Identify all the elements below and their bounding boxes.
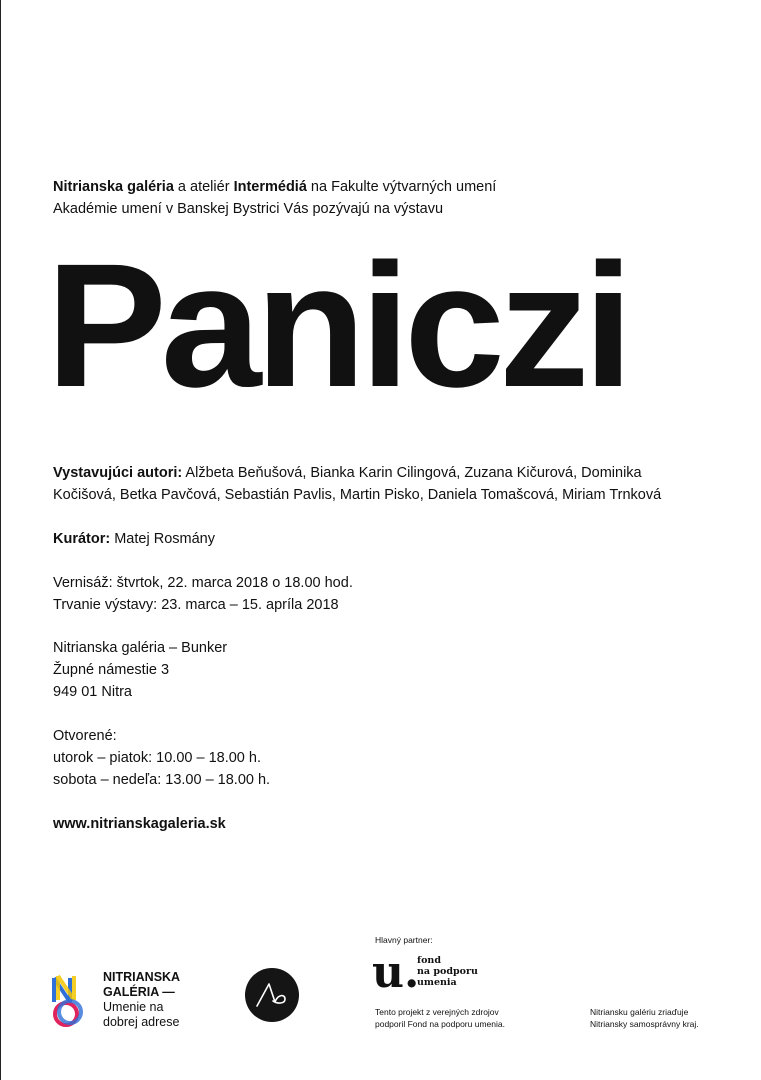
gallery-footer-name-1: NITRIANSKA [103,970,181,984]
hours-weekend: sobota – nedeľa: 13.00 – 18.00 h. [53,772,271,788]
gallery-footer-text [103,970,180,1030]
authors-list-2: Kočišová, Betka Pavčová, Sebastián Pavlis, Martin Pisko, Daniela Tomašcová, Miriam Trnková [53,487,662,503]
opening-hours [53,725,713,791]
street-address: Župné námestie 3 [53,662,170,678]
gallery-footer-tagline-1: Umenie na [103,1000,164,1014]
academy-logo-icon [245,968,299,1022]
curator-label: Kurátor: [53,531,111,547]
fpu-line-2: na podporu [417,966,478,977]
authors-section [53,462,713,506]
fpu-logo-text [417,955,478,988]
invitation-intro [53,176,496,220]
fpu-line-1: fond [417,955,441,966]
venue-name: Nitrianska galéria – Bunker [53,640,228,656]
gallery-name: Nitrianska galéria [53,179,174,195]
funding-note [375,1006,505,1030]
city: 949 01 Nitra [53,684,132,700]
curator-name: Matej Rosmány [110,531,215,547]
fpu-logo-icon: u. [372,947,420,998]
page-border [0,0,1,1080]
region-note-1: Nitriansku galériu zriaďuje [590,1007,689,1017]
curator-section [53,528,713,550]
authors-label: Vystavujúci autori: [53,465,183,481]
opening-date: Vernisáž: štvrtok, 22. marca 2018 o 18.00 hod. [53,575,353,591]
intro-text: na Fakulte výtvarných umení [306,179,497,195]
intro-line-2: Akadémie umení v Banskej Bystrici Vás pozývajú na výstavu [53,201,444,217]
website-link[interactable]: www.nitrianskagaleria.sk [53,816,226,832]
hours-weekdays: utorok – piatok: 10.00 – 18.00 h. [53,750,261,766]
authors-list-1: Alžbeta Beňušová, Bianka Karin Cilingová, Zuzana Kičurová, Dominika [182,465,642,481]
region-note-2: Nitriansky samosprávny kraj. [590,1019,699,1029]
funding-note-2: podporil Fond na podporu umenia. [375,1019,505,1029]
exhibition-duration: Trvanie výstavy: 23. marca – 15. apríla 2018 [53,597,339,613]
funding-note-1: Tento projekt z verejných zdrojov [375,1007,499,1017]
nitrianska-galeria-logo-icon [50,972,88,1028]
address-section [53,637,713,703]
fpu-line-3: umenia [417,977,457,988]
atelier-name: Intermédiá [233,179,307,195]
gallery-footer-name-2: GALÉRIA — [103,985,175,999]
hours-label: Otvorené: [53,728,117,744]
partner-label: Hlavný partner: [375,935,433,945]
intro-text: a ateliér [173,179,234,195]
exhibition-title: Paniczi [46,228,628,424]
region-note [590,1006,699,1030]
gallery-footer-tagline-2: dobrej adrese [103,1015,180,1029]
dates-section [53,572,713,616]
